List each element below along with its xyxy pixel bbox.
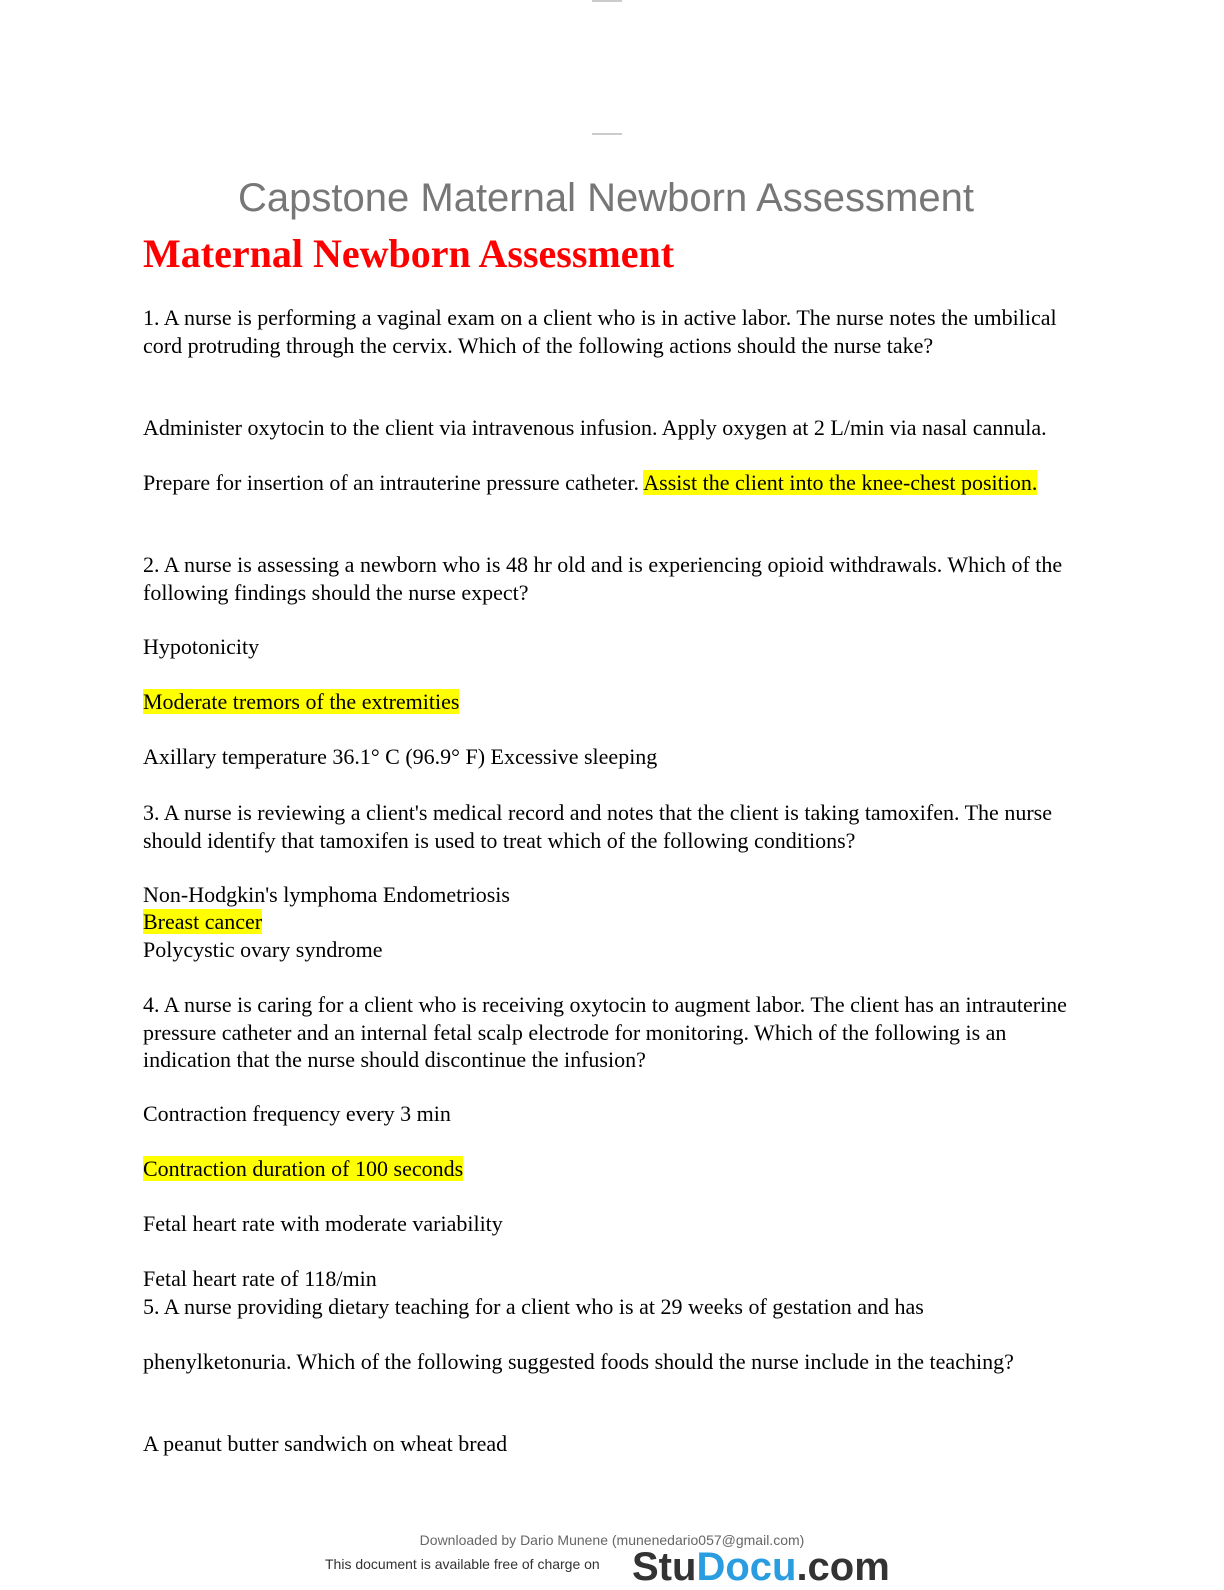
paragraph xyxy=(143,743,1083,771)
section-heading: Maternal Newborn Assessment xyxy=(143,231,675,276)
paragraph-text: Non-Hodgkin's lymphoma Endometriosis xyxy=(143,882,510,907)
paragraph xyxy=(143,633,1083,661)
paragraph xyxy=(143,1348,1083,1376)
highlighted-answer: Moderate tremors of the extremities xyxy=(143,689,460,714)
paragraph xyxy=(143,991,1083,1074)
paragraph-text: 1. A nurse is performing a vaginal exam on a client who is in active labor. The nurse notes the umbilical cord protruding through the cervix. Which of the following actions should the nurse take? xyxy=(143,305,1057,358)
paragraph xyxy=(143,551,1083,606)
paragraph-text: Administer oxytocin to the client via intravenous infusion. Apply oxygen at 2 L/min via nasal cannula. xyxy=(143,415,1047,440)
paragraph xyxy=(143,1265,1083,1293)
paragraph xyxy=(143,881,1083,909)
paragraph-text: 2. A nurse is assessing a newborn who is 48 hr old and is experiencing opioid withdrawals. Which of the following findings should the nurse expect? xyxy=(143,552,1063,605)
paragraph xyxy=(143,688,1083,716)
paragraph-text: 4. A nurse is caring for a client who is receiving oxytocin to augment labor. The client has an intrauterine pressure catheter and an internal fetal scalp electrode for monitoring. Which of the following is an indication that the nurse should discontinue the infusion? xyxy=(143,992,1067,1072)
paragraph xyxy=(143,1155,1083,1183)
paragraph-text: Hypotonicity xyxy=(143,634,260,659)
availability-notice: This document is available free of charge on xyxy=(325,1556,600,1572)
download-notice: Downloaded by Dario Munene (munenedario057@gmail.com) xyxy=(419,1532,805,1548)
paragraph xyxy=(143,1430,1083,1458)
header-mark xyxy=(592,0,622,2)
paragraph-text: Contraction frequency every 3 min xyxy=(143,1101,451,1126)
paragraph xyxy=(143,469,1083,497)
paragraph-text: A peanut butter sandwich on wheat bread xyxy=(143,1431,508,1456)
paragraph xyxy=(143,1293,1083,1321)
highlighted-answer: Breast cancer xyxy=(143,909,263,934)
paragraph xyxy=(143,936,1083,964)
paragraph-text: Axillary temperature 36.1° C (96.9° F) Excessive sleeping xyxy=(143,744,658,769)
paragraph-text: 3. A nurse is reviewing a client's medical record and notes that the client is taking tamoxifen. The nurse should identify that tamoxifen is used to treat which of the following conditions? xyxy=(143,800,1052,853)
paragraph xyxy=(143,1210,1083,1238)
highlighted-answer: Contraction duration of 100 seconds xyxy=(143,1156,464,1181)
paragraph-text: Fetal heart rate of 118/min xyxy=(143,1266,377,1291)
paragraph xyxy=(143,908,1083,936)
paragraph-text: Fetal heart rate with moderate variability xyxy=(143,1211,503,1236)
studocu-logo[interactable]: StuDocu.com xyxy=(632,1545,890,1589)
paragraph xyxy=(143,304,1083,359)
paragraph-text: 5. A nurse providing dietary teaching for a client who is at 29 weeks of gestation and has xyxy=(143,1294,924,1319)
paragraph xyxy=(143,799,1083,854)
document-title: Capstone Maternal Newborn Assessment xyxy=(238,176,974,220)
header-mark xyxy=(592,133,622,135)
paragraph xyxy=(143,1100,1083,1128)
highlighted-answer: Assist the client into the knee-chest position. xyxy=(643,470,1038,495)
paragraph xyxy=(143,414,1083,442)
paragraph-text: phenylketonuria. Which of the following suggested foods should the nurse include in the teaching? xyxy=(143,1349,1014,1374)
paragraph-text: Polycystic ovary syndrome xyxy=(143,937,383,962)
paragraph-text: Prepare for insertion of an intrauterine pressure catheter. xyxy=(143,470,644,495)
